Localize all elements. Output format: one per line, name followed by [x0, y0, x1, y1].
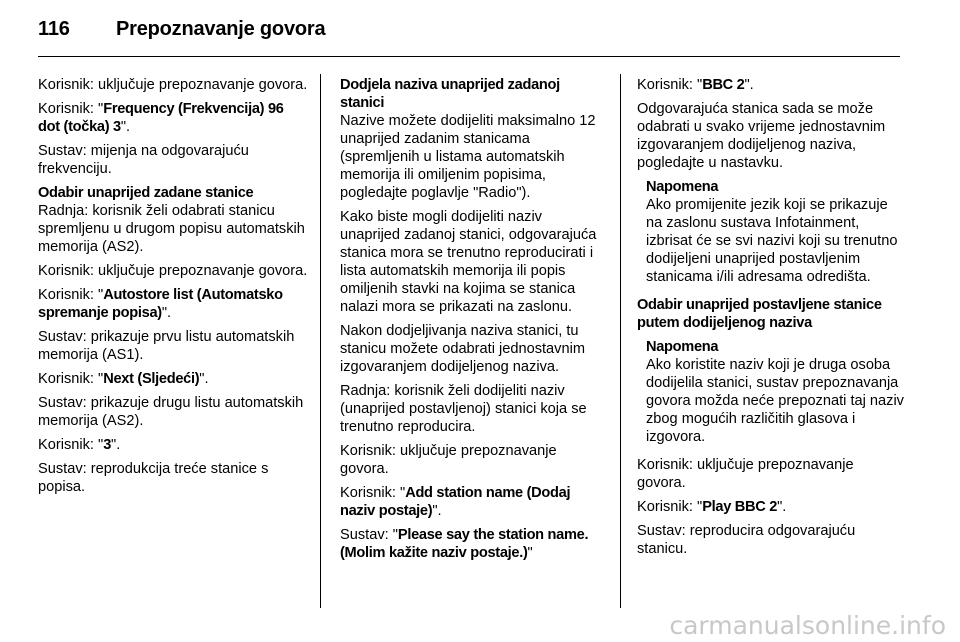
- paragraph: Sustav: prikazuje prvu listu automatskih memorija (AS1).: [38, 329, 295, 363]
- paragraph: Korisnik: "Next (Sljedeći)".: [38, 371, 209, 387]
- paragraph: Sustav: "Please say the station name. (Molim kažite naziv postaje.)": [340, 527, 589, 561]
- paragraph: Korisnik: uključuje prepoznavanje govora.: [38, 263, 308, 279]
- column-2: [340, 76, 606, 568]
- paragraph: Korisnik: uključuje prepoznavanje govora.: [637, 457, 854, 491]
- paragraph: Korisnik: uključuje prepoznavanje govora.: [38, 77, 308, 93]
- note-box: [637, 178, 905, 286]
- paragraph: Odgovarajuća stanica sada se može odabrati u svako vrijeme jednostavnim izgovaranjem dodijeljenog naziva, pogledajte u nastavku.: [637, 101, 886, 171]
- note-title: Napomena: [646, 179, 719, 195]
- column-divider: [320, 74, 321, 608]
- note-text: Ako promijenite jezik koji se prikazuje na zaslonu sustava Infotainment, izbrisat će se svi nazivi koji su trenutno dodijeljeni unaprijed postavljenim stanicama i/ili adresama odredišta.: [646, 197, 898, 285]
- paragraph: Korisnik: "3".: [38, 437, 121, 453]
- paragraph: Radnja: korisnik želi odabrati stanicu spremljenu u drugom popisu automatskih memorija (AS2).: [38, 203, 305, 255]
- column-3: [637, 76, 905, 564]
- paragraph: Korisnik: "Play BBC 2".: [637, 499, 787, 515]
- paragraph: Nakon dodjeljivanja naziva stanici, tu stanicu možete odabrati jednostavnim izgovaranjem dodijeljenog naziva.: [340, 323, 585, 375]
- column-1: [38, 76, 308, 502]
- paragraph: Korisnik: "Autostore list (Automatsko spremanje popisa)".: [38, 287, 283, 321]
- paragraph: Radnja: korisnik želi dodijeliti naziv (unaprijed postavljenoj) stanici koja se trenutno reproducira.: [340, 383, 587, 435]
- header-rule: [38, 56, 900, 57]
- paragraph: Korisnik: uključuje prepoznavanje govora.: [340, 443, 557, 477]
- section-heading: Odabir unaprijed postavljene stanice putem dodijeljenog naziva: [637, 297, 882, 331]
- paragraph: Korisnik: "BBC 2".: [637, 77, 754, 93]
- page-title: Prepoznavanje govora: [116, 18, 326, 40]
- paragraph: Sustav: reprodukcija treće stanice s popisa.: [38, 461, 269, 495]
- paragraph: Sustav: reproducira odgovarajuću stanicu.: [637, 523, 856, 557]
- paragraph: Kako biste mogli dodijeliti naziv unaprijed zadanoj stanici, odgovarajuća stanica mora se trenutno reproducirati i lista automatskih memorija ili popis omiljenih stavki na kojima se stanica nalazi mora se prikazati na zaslonu.: [340, 209, 597, 315]
- note-title: Napomena: [646, 339, 719, 355]
- page-number: 116: [38, 18, 70, 40]
- note-text: Ako koristite naziv koji je druga osoba dodijelila stanici, sustav prepoznavanja govora možda neće prepoznati taj naziv zbog mogućih različitih glasova i izgovora.: [646, 357, 904, 445]
- page-header: [38, 18, 325, 41]
- paragraph: Korisnik: "Frequency (Frekvencija) 96 dot (točka) 3".: [38, 101, 284, 135]
- watermark: carmanualsonline.info: [669, 611, 946, 640]
- column-divider: [620, 74, 621, 608]
- paragraph: Sustav: mijenja na odgovarajuću frekvenciju.: [38, 143, 249, 177]
- note-box: [637, 338, 905, 446]
- paragraph: Nazive možete dodijeliti maksimalno 12 unaprijed zadanim stanicama (spremljenih u listama automatskih memorija ili omiljenim popisima, pogledajte poglavlje "Radio").: [340, 113, 596, 201]
- section-heading: Dodjela naziva unaprijed zadanoj stanici: [340, 77, 560, 111]
- paragraph: Sustav: prikazuje drugu listu automatskih memorija (AS2).: [38, 395, 304, 429]
- section-heading: Odabir unaprijed zadane stanice: [38, 185, 254, 201]
- paragraph: Korisnik: "Add station name (Dodaj naziv postaje)".: [340, 485, 571, 519]
